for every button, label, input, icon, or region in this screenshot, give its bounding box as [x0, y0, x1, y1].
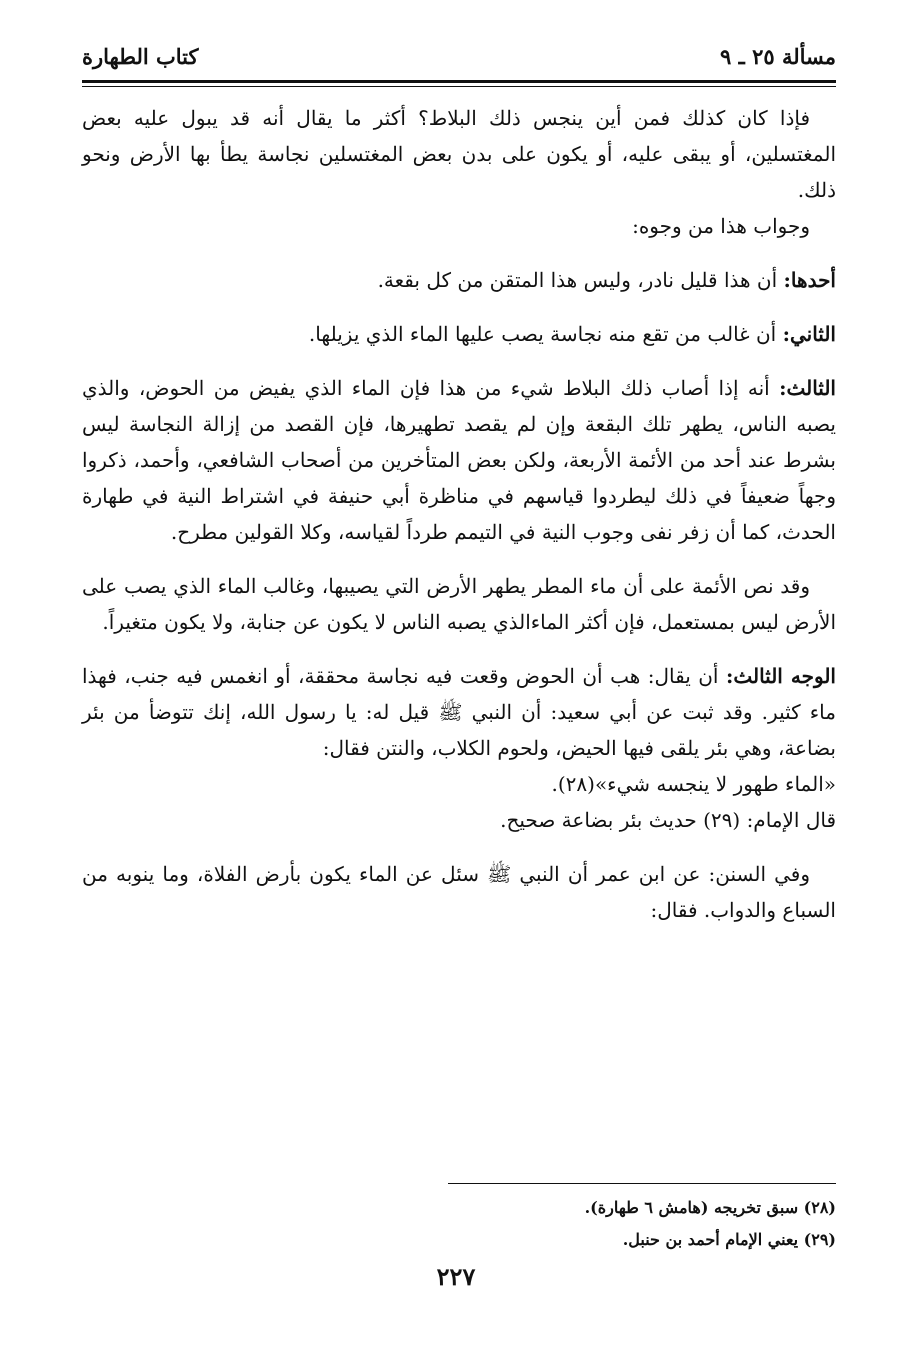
- paragraph: قال الإمام: (٢٩) حديث بئر بضاعة صحيح.: [500, 808, 836, 832]
- footnote-rule: [448, 1183, 836, 1184]
- paragraph: [82, 316, 836, 352]
- paragraph-text: أن يقال: هب أن الحوض وقعت فيه نجاسة محققة، أو انغمس فيه جنب، فهذا ماء كثير. وقد ثبت عن أبي سعيد: أن النبي ﷺ قيل له: يا رسول الله، إنك تتوضأ من بئر بضاعة، وهي بئر يلقى فيها الحيض، ولحوم الكلاب، والنتن فقال:: [82, 664, 836, 760]
- paragraph: وجواب هذا من وجوه:: [632, 214, 810, 238]
- paragraph-lead: الوجه الثالث:: [725, 664, 836, 688]
- paragraph: فإذا كان كذلك فمن أين ينجس ذلك البلاط؟ أكثر ما يقال أنه قد يبول عليه بعض المغتسلين، أو يبقى عليه، أو يكون على بدن بعض المغتسلين نجاسة يطأ بها الأرض ونحو ذلك.: [82, 106, 836, 202]
- running-header: [82, 42, 836, 76]
- header-rule-thick: [82, 80, 836, 83]
- footnote: (٢٩) يعني الإمام أحمد بن حنبل.: [622, 1230, 836, 1249]
- paragraph: [82, 370, 836, 550]
- paragraph-lead: الثالث:: [779, 376, 836, 400]
- header-rule-thin: [82, 86, 836, 87]
- main-text: [82, 100, 836, 928]
- paragraph: [82, 658, 836, 766]
- paragraph-text: أنه إذا أصاب ذلك البلاط شيء من هذا فإن الماء الذي يفيض من الحوض، والذي يصبه الناس، يطهر تلك البقعة وإن لم يقصد تطهيرها، فإن القصد من إزالة النجاسة ليس بشرط عند أحد من الأئمة الأربعة، ولكن بعض المتأخرين من أصحاب الشافعي، وأحمد، ذكروا وجهاً ضعيفاً في ذلك ليطردوا قياسهم في مناظرة أبي حنيفة في اشتراط النية في طهارة الحدث، كما أن زفر نفى وجوب النية في التيمم طرداً لقياسه، وكلا القولين مطرح.: [82, 376, 836, 544]
- footnote: (٢٨) سبق تخريجه (هامش ٦ طهارة).: [584, 1198, 836, 1217]
- paragraph: [82, 262, 836, 298]
- paragraph-text: أن هذا قليل نادر، وليس هذا المتقن من كل بقعة.: [377, 268, 784, 292]
- page-number: ٢٢٧: [436, 1262, 476, 1291]
- issue-number: مسألة ٢٥ ـ ٩: [720, 44, 836, 69]
- paragraph-lead: أحدها:: [783, 268, 836, 292]
- paragraph-text: أن غالب من تقع منه نجاسة يصب عليها الماء الذي يزيلها.: [308, 322, 783, 346]
- book-section-title: كتاب الطهارة: [82, 44, 199, 69]
- paragraph-lead: الثاني:: [782, 322, 836, 346]
- paragraph: وقد نص الأئمة على أن ماء المطر يطهر الأرض التي يصيبها، وغالب الماء الذي يصب على الأرض ليس بمستعمل، فإن أكثر الماءالذي يصبه الناس لا يكون عن جنابة، ولا يكون متغيراً.: [82, 574, 836, 634]
- hadith-quote: «الماء طهور لا ينجسه شيء»(٢٨).: [551, 772, 836, 796]
- paragraph: وفي السنن: عن ابن عمر أن النبي ﷺ سئل عن الماء يكون بأرض الفلاة، وما ينوبه من السباع والدواب. فقال:: [82, 862, 836, 922]
- footnotes: [82, 1192, 836, 1256]
